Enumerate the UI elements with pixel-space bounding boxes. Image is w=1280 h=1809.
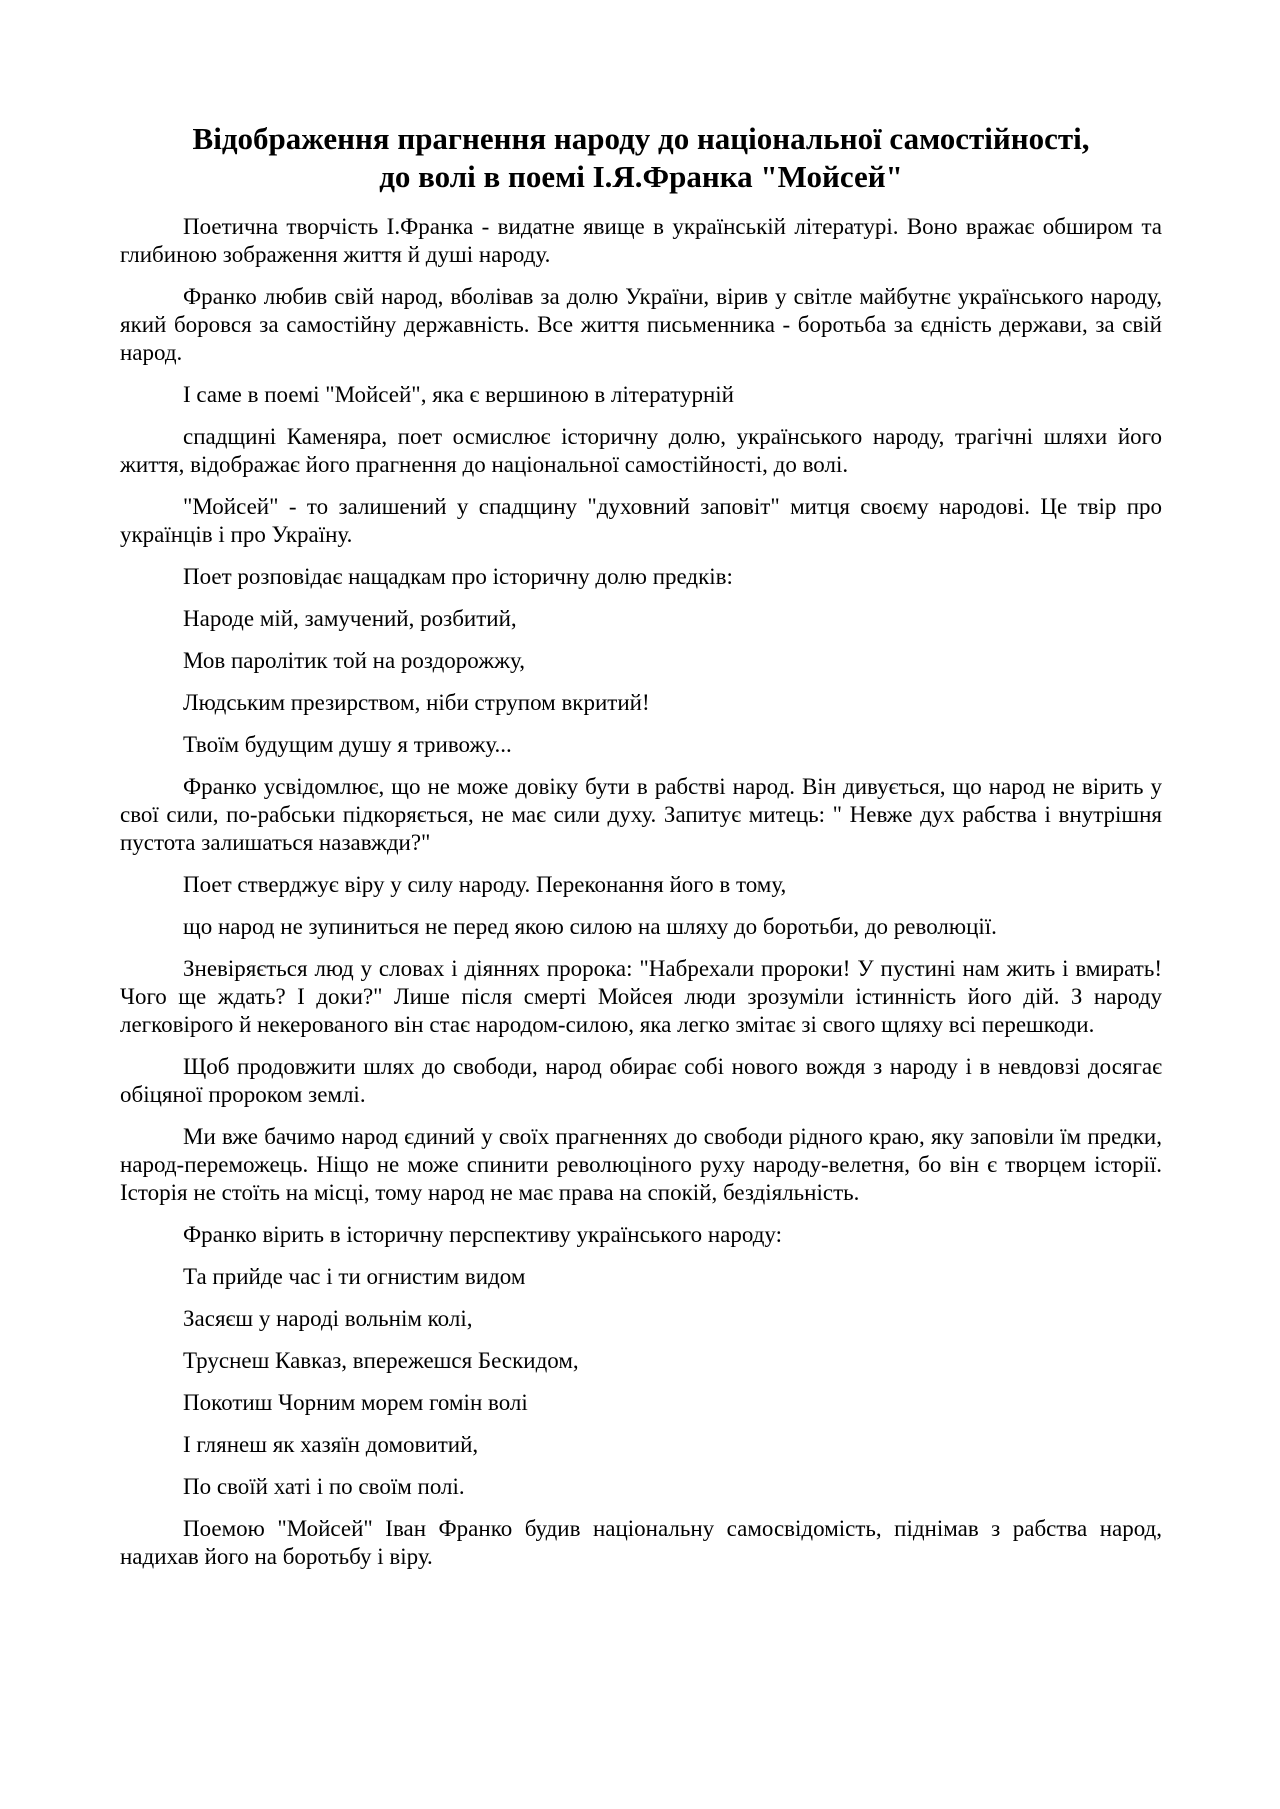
- poem-line: Засяєш у народі вольнім колі,: [183, 1306, 473, 1331]
- paragraph-line: що народ не зупиниться не перед якою силою на шляху до боротьби, до революції.: [183, 914, 997, 939]
- paragraph: Поетична творчість І.Франка - видатне явище в українській літературі. Воно вражає обширом та глибиною зображення життя й душі народу.: [120, 214, 1162, 267]
- paragraph: спадщині Каменяра, поет осмислює історичну долю, українського народу, трагічні шляхи його життя, відображає його прагнення до національної самостійності, до волі.: [120, 424, 1162, 477]
- paragraph: "Мойсей" - то залишений у спадщину "духовний заповіт" митця своєму народові. Це твір про українців і про Україну.: [120, 494, 1162, 547]
- paragraph-line: Поет розповідає нащадкам про історичну долю предків:: [183, 564, 733, 589]
- title-line-1: Відображення прагнення народу до національної самостійності,: [192, 121, 1090, 156]
- paragraph-line: Поет стверджує віру у силу народу. Переконання його в тому,: [183, 872, 787, 897]
- paragraph: Франко усвідомлює, що не може довіку бути в рабстві народ. Він дивується, що народ не вірить у свої сили, по-рабськи підкоряється, не має сили духу. Запитує митець: " Невже дух рабства і внутрішня пустота залишаться назавжди?": [120, 774, 1162, 855]
- paragraph: Поемою "Мойсей" Іван Франко будив національну самосвідомість, піднімав з рабства народ, надихав його на боротьбу і віру.: [120, 1516, 1162, 1569]
- poem-line: І глянеш як хазяїн домовитий,: [183, 1432, 479, 1457]
- poem-line: Народе мій, замучений, розбитий,: [183, 606, 517, 631]
- paragraph: Франко любив свій народ, вболівав за долю України, вірив у світле майбутнє українського народу, який боровся за самостійну державність. Все життя письменника - боротьба за єдність держави, за свій народ.: [120, 284, 1162, 365]
- paragraph: Зневіряється люд у словах і діяннях пророка: "Набрехали пророки! У пустині нам жить і вмирать! Чого ще ждать? І доки?" Лише після смерті Мойсея люди зрозуміли істинність його дій. З народу легковірого й некерованого він стає народом-силою, яка легко змітає зі свого щляху всі перешкоди.: [120, 956, 1162, 1037]
- document-title: [120, 120, 1162, 196]
- paragraph: Щоб продовжити шлях до свободи, народ обирає собі нового вождя з народу і в невдовзі досягає обіцяної пророком землі.: [120, 1054, 1162, 1107]
- paragraph-line: Франко вірить в історичну перспективу українського народу:: [183, 1222, 783, 1247]
- poem-line: Твоїм будущим душу я тривожу...: [183, 732, 512, 757]
- title-line-2: до волі в поемі І.Я.Франка "Мойсей": [379, 159, 903, 194]
- document-body: [120, 213, 1162, 1571]
- paragraph-line: І саме в поемі "Мойсей", яка є вершиною в літературній: [183, 382, 734, 407]
- document-page: [120, 120, 1162, 1585]
- paragraph: Ми вже бачимо народ єдиний у своїх прагненнях до свободи рідного краю, яку заповіли їм предки, народ-переможець. Ніщо не може спинити революціного руху народу-велетня, бо він є творцем історії. Історія не стоїть на місці, тому народ не має права на спокій, бездіяльність.: [120, 1124, 1162, 1205]
- poem-line: Та прийде час і ти огнистим видом: [183, 1264, 526, 1289]
- poem-line: Людським презирством, ніби струпом вкритий!: [183, 690, 650, 715]
- poem-line: Мов паролітик той на роздорожжу,: [183, 648, 525, 673]
- poem-line: Покотиш Чорним морем гомін волі: [183, 1390, 528, 1415]
- poem-line: По своїй хаті і по своїм полі.: [183, 1474, 465, 1499]
- poem-line: Труснеш Кавказ, впережешся Бескидом,: [183, 1348, 579, 1373]
